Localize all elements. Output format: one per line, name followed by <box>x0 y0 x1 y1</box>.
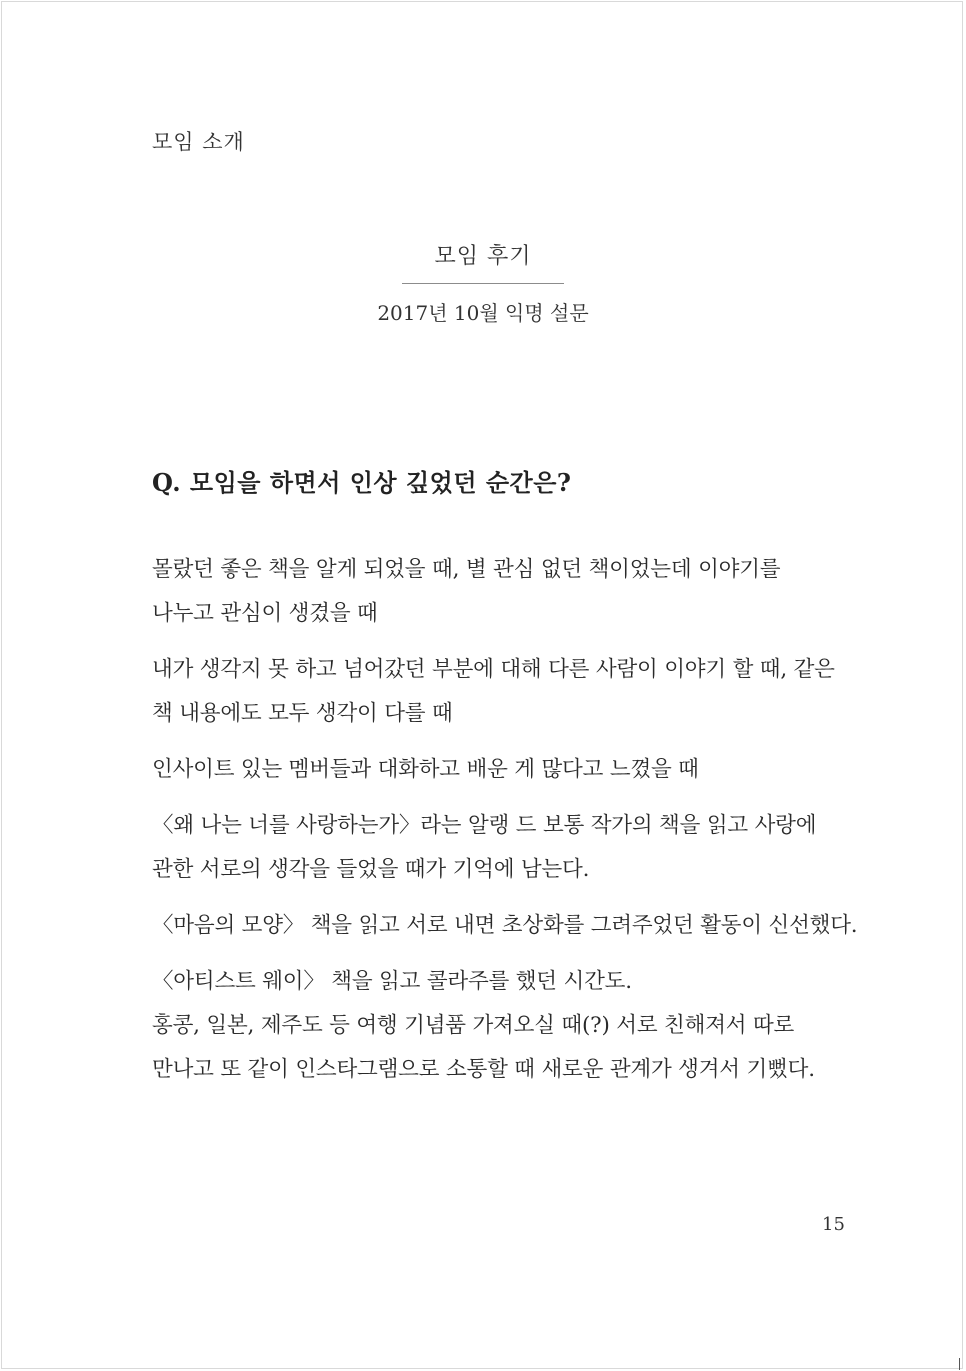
answer-item <box>152 748 852 792</box>
answer-line: 〈왜 나는 너를 사랑하는가〉라는 알랭 드 보통 작가의 책을 읽고 사랑에 <box>152 813 817 838</box>
answer-item <box>152 960 852 1092</box>
answer-line: 만나고 또 같이 인스타그램으로 소통할 때 새로운 관계가 생겨서 기뻤다. <box>152 1057 815 1082</box>
title-divider <box>402 283 564 284</box>
answer-line: 홍콩, 일본, 제주도 등 여행 기념품 가져오실 때(?) 서로 친해져서 따로 <box>152 1013 795 1038</box>
answer-line: 내가 생각지 못 하고 넘어갔던 부분에 대해 다른 사람이 이야기 할 때, 같은 <box>152 657 835 682</box>
answer-item <box>152 804 852 892</box>
question-heading: Q. 모임을 하면서 인상 깊었던 순간은? <box>152 468 572 497</box>
answer-line: 나누고 관심이 생겼을 때 <box>152 601 378 626</box>
review-header <box>0 240 966 328</box>
answer-line: 〈아티스트 웨이〉 책을 읽고 콜라주를 했던 시간도. <box>152 969 632 994</box>
running-head: 모임 소개 <box>152 130 245 154</box>
review-subtitle: 2017년 10월 익명 설문 <box>377 301 589 325</box>
answer-item <box>152 904 858 948</box>
answer-line: 몰랐던 좋은 책을 알게 되었을 때, 별 관심 없던 책이었는데 이야기를 <box>152 557 781 582</box>
review-title: 모임 후기 <box>434 244 532 269</box>
answer-line: 관한 서로의 생각을 들었을 때가 기억에 남는다. <box>152 857 590 882</box>
page-number: 15 <box>822 1214 845 1235</box>
answer-line: 인사이트 있는 멤버들과 대화하고 배운 게 많다고 느꼈을 때 <box>152 757 699 782</box>
answer-line: 책 내용에도 모두 생각이 다를 때 <box>152 701 453 726</box>
answer-list <box>152 548 858 1092</box>
answer-line: 〈마음의 모양〉 책을 읽고 서로 내면 초상화를 그려주었던 활동이 신선했다. <box>152 913 858 938</box>
answer-item <box>152 648 852 736</box>
answer-item <box>152 548 852 636</box>
crop-mark <box>959 1358 960 1370</box>
